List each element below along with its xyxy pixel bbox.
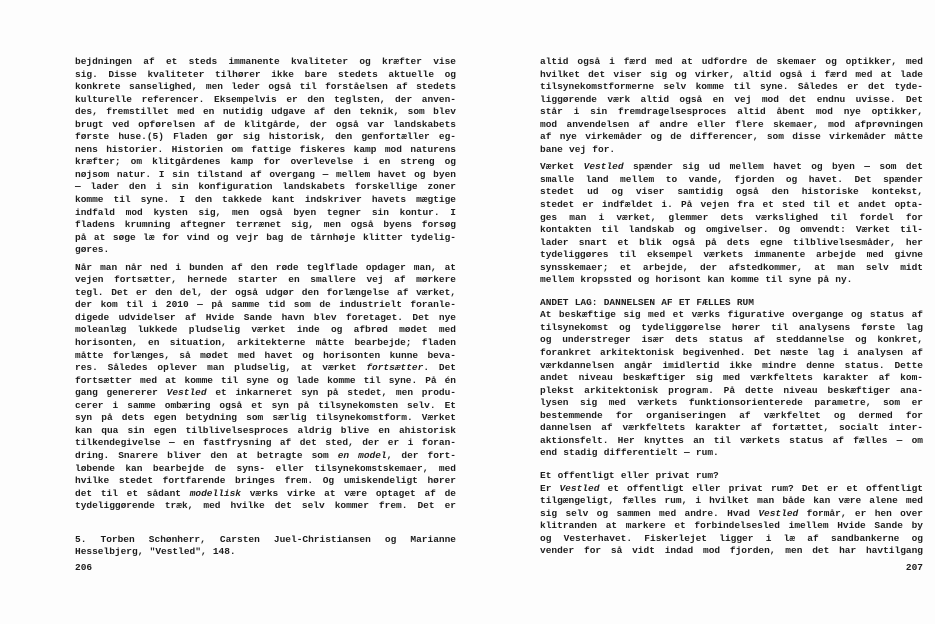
- text-line: fortsætter med at komme til syne og lade komme til syne. På én: [75, 374, 456, 386]
- text-line: — lader den i sin konfiguration landskabets forskellige zoner: [75, 181, 456, 193]
- text-line: værkdannelsen angår imidlertid ikke mindre denne status. Dette: [540, 359, 923, 371]
- section-heading: [540, 470, 923, 483]
- text-line: klitranden at markere et forbindelsesled imellem Hvide Sande by: [540, 520, 923, 532]
- text-line: gøres.: [75, 244, 110, 256]
- text-line: dannelsen af værkfeltets karakter af fortættet, socialt inter-: [540, 422, 923, 434]
- text-line: kræfter; om klitgårdenes kamp for overlevelse i en streng og: [75, 156, 456, 168]
- text-line: end stadig differentielt — rum.: [540, 447, 719, 459]
- text-line: brugt ved opførelsen af de klitgårde, der også var landskabets: [75, 118, 456, 130]
- text-line: dring. Snarere bliver den at betragte som en model, der fort-: [75, 449, 456, 461]
- text-line: vejen fortsætter, hernede starter en smallere vej af mørkere: [75, 274, 456, 286]
- text-line: Værket Vestled spænder sig ud mellem havet og byen — som det: [540, 161, 923, 173]
- text-line: hvilke stedet fortfarende bringes frem. Og umiskendeligt hører: [75, 475, 456, 487]
- text-line: moleanlæg lukkede pludselig værket inde og afbrød mødet med: [75, 324, 456, 336]
- text-line: altid også i færd med at udfordre de skemaer og optikker, med: [540, 56, 923, 67]
- paragraph: [540, 161, 923, 286]
- text-line: tydeliggøres til eksempel værkets immanente arbejde med givne: [540, 249, 923, 261]
- text-line: af nye virkemåder og de differencer, som disse virkemåder måtte: [540, 131, 923, 143]
- text-line: des, fremstillet med en nutidig udgave af den teknik, som blev: [75, 106, 456, 118]
- text-line: mellem kropssted og horisont kan komme til syne på ny.: [540, 274, 853, 286]
- page-left: [75, 0, 456, 624]
- text-line: på at søge læ for vind og vejr bag de tårnhøje klitter tydelig-: [75, 231, 456, 243]
- text-line: vender for så vidt indad mod fjorden, men det har havtilgang: [540, 545, 923, 557]
- text-line: der kom til i 2010 — på samme tid som de industrielt foranle-: [75, 299, 456, 311]
- text-line: cerer i samme ombæring også et syn på tilsynekomsten selv. Et: [75, 399, 456, 411]
- text-line: nens historier. Historien om fattige fiskeres kamp mod naturens: [75, 143, 456, 155]
- text-line: løbende kan bearbejde de syns- eller tilsynekomstskemaer, med: [75, 462, 456, 474]
- text-line: tilsynekomst og tydeliggørelse hører til analysens første lag: [540, 321, 923, 333]
- text-line: og understreger især dets status af steddannelse og konkret,: [540, 334, 923, 346]
- text-line: Hesselbjerg, "Vestled", 148.: [75, 546, 236, 558]
- text-line: fladens krumning aftegner terrænet sig, men også byens forsøg: [75, 219, 456, 231]
- text-line: liggørende værk altid også en vej mod det endnu uvisse. Det: [540, 93, 923, 105]
- text-line: bejdningen af et steds immanente kvaliteter og kræfter vise: [75, 56, 456, 67]
- text-line: og Vesterhavet. Fiskerlejet ligger i læ af sandbankerne og: [540, 532, 923, 544]
- text-line: synsskemaer; et arbejde, der afstedkommer, at man selv midt: [540, 261, 923, 273]
- text-line: syn på dets egen betydning som særlig tilsynekomstform. Værket: [75, 412, 456, 424]
- text-line: komme til syne. I den takkede kant indskriver havets mægtige: [75, 194, 456, 206]
- text-line: sig selv og sammen med andre. Hvad Vestled formår, er hen over: [540, 507, 923, 519]
- text-line: sig. Disse kvaliteter tilhører ikke bare stedets aktuelle og: [75, 68, 456, 80]
- text-line: Når man når ned i bunden af den røde teglflade opdager man, at: [75, 261, 456, 273]
- text-line: horisonten, en situation, arkitekterne måtte bearbejde; fladen: [75, 337, 456, 349]
- text-line: lysen sig med værkets funktionsorienterede parametre, som er: [540, 397, 923, 409]
- text-line: kontakten til landskab og omgivelser. Og omvendt: Værket til-: [540, 224, 923, 236]
- text-line: gang genererer Vestled et inkarneret syn på stedet, men produ-: [75, 387, 457, 399]
- paragraph: [75, 262, 456, 513]
- text-line: kan qua sin egen tilblivelsesproces aldrig blive en ahistorisk: [75, 424, 456, 436]
- section-heading: [540, 297, 923, 310]
- text-line: tegl. Det er den del, der også udgør den forlængelse af værket,: [75, 286, 456, 298]
- text-line: konkrete sanselighed, men leder også til forståelsen af stedets: [75, 81, 456, 93]
- page-body: [540, 56, 923, 563]
- text-line: plekst arkitektonisk program. På dette niveau beskæftiger ana-: [540, 384, 923, 396]
- paragraph: [540, 56, 923, 156]
- text-line: Er Vestled et offentligt eller privat rum? Det er et offentligt: [540, 482, 923, 494]
- text-line: At beskæftige sig med et værks figurative overgange og status af: [540, 309, 923, 321]
- text-line: stedet er indfældet i. På vejen fra et sted til et andet opta-: [540, 199, 923, 211]
- paragraph: [540, 309, 923, 460]
- text-line: måtte forlænges, så mødet med havet og horisonten kunne beva-: [75, 349, 456, 361]
- text-line: aktionsfelt. Her knyttes an til værkets status af fælles — om: [540, 434, 923, 446]
- text-line: hvilket det viser sig og virker, altid også i færd med at lade: [540, 68, 923, 80]
- text-line: lader snart et blik også på dets egne tilblivelsesmåder, her: [540, 236, 923, 248]
- text-line: nøjsom natur. I sin tilstand af overgang — mellem havet og byen: [75, 168, 456, 180]
- text-line: mod anvendelsen af andre eller flere skemaer, mod afprøvningen: [540, 118, 923, 130]
- page-number: 207: [905, 562, 923, 573]
- text-line: ges man i værket, glemmer dets værkslighed til fordel for: [540, 211, 923, 223]
- paragraph: [75, 56, 456, 257]
- text-line: tilgængeligt, fælles rum, i hvilket man både kan være alene med: [540, 495, 923, 507]
- text-line: tilsynekomstformerne selv komme til syne. Således er det tyde-: [540, 81, 923, 93]
- text-line: stedet ud og viser samtidig også den historiske kontekst,: [540, 186, 923, 198]
- text-line: ANDET LAG: DANNELSEN AF ET FÆLLES RUM: [540, 296, 754, 308]
- text-line: bane vej for.: [540, 143, 616, 155]
- text-line: tilkendegivelse — en fastfrysning af det sted, der er i foran-: [75, 437, 456, 449]
- page-number: 206: [75, 562, 93, 573]
- text-line: smalle land mellem to vande, fjorden og havet. Det spænder: [540, 173, 923, 185]
- page-body: [75, 56, 456, 559]
- text-line: andet niveau beskæftiger sig med værkfeltets karakter af kom-: [540, 372, 923, 384]
- text-line: Et offentligt eller privat rum?: [540, 469, 719, 481]
- text-line: første huse.(5) Fladen gør sig historisk, den genfortæller eg-: [75, 131, 456, 143]
- page-right: [540, 0, 923, 624]
- text-line: res. Således oplever man pludselig, at værket fortsætter. Det: [75, 362, 456, 374]
- text-line: digede udvidelser af Hvide Sande havn blev foretaget. Det nye: [75, 311, 456, 323]
- text-line: indfald mod kysten sig, men også byen tegner sin kontur. I: [75, 206, 456, 218]
- text-line: står i sin fremdragelsesproces altid åbent mod nye optikker,: [540, 106, 923, 118]
- footnote: [75, 534, 456, 559]
- paragraph: [540, 483, 923, 558]
- text-line: kulturelle referencer. Eksempelvis er den teglsten, der anven-: [75, 93, 456, 105]
- text-line: forankret arkitektonisk begivenhed. Det næste lag i analysen af: [540, 347, 923, 359]
- text-line: det til et sådant modellisk værks virke at være optaget af de: [75, 487, 456, 499]
- text-line: bestemmende for organiseringen af værkfeltet og dermed for: [540, 409, 923, 421]
- text-line: tydeliggørende træk, med hvilke det selv kommer frem. Det er: [75, 500, 456, 512]
- text-line: 5. Torben Schønherr, Carsten Juel-Christiansen og Marianne: [75, 533, 456, 545]
